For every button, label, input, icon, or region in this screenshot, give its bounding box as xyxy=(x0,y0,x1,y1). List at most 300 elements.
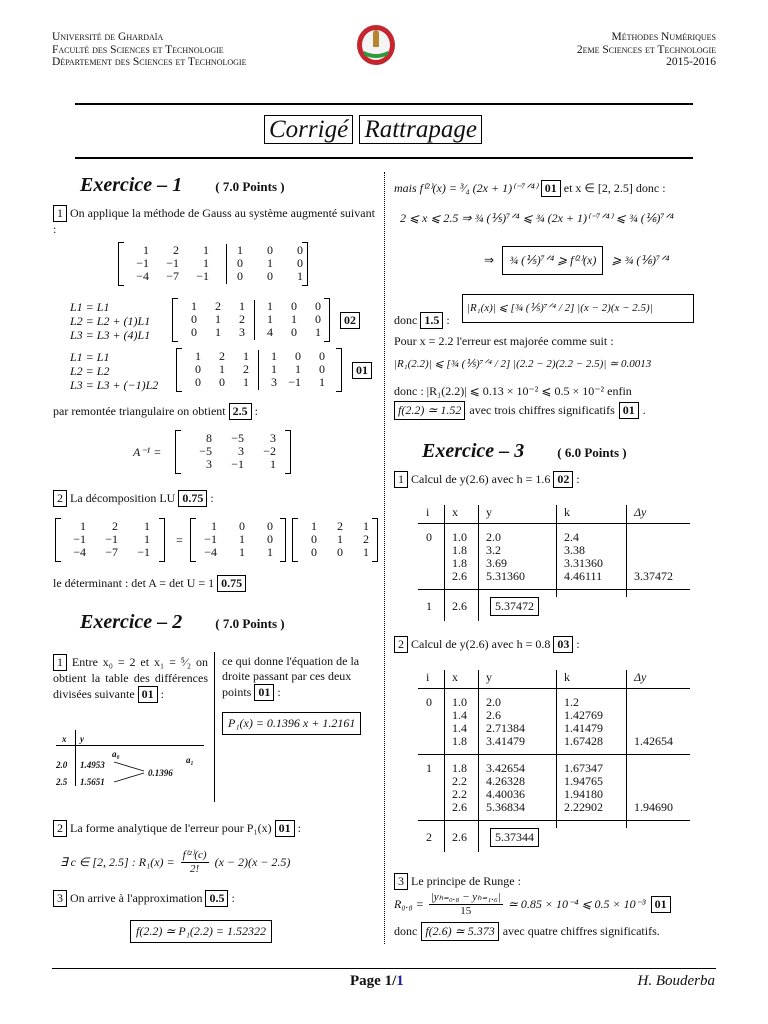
err-numerator: f⁽²⁾(c) xyxy=(182,849,207,861)
rk-vline xyxy=(626,670,627,828)
ex2-q3-text: On arrive à l'approximation xyxy=(70,891,203,905)
matrix-cell: 1 xyxy=(144,519,150,533)
rk-vline xyxy=(626,505,627,597)
matrix-augmented-values xyxy=(124,244,308,283)
rk-cell: 3.38 xyxy=(564,543,585,557)
rk-cell: 1.2 xyxy=(564,695,579,709)
mark-value: 01 xyxy=(352,362,372,379)
matrix-cell: 2 xyxy=(112,519,118,533)
rk-cell: 4.46111 xyxy=(564,569,603,583)
matrix-cell: 4 xyxy=(267,325,273,339)
mark-value: 01 xyxy=(275,820,295,837)
rk-cell: 1.8 xyxy=(452,734,467,748)
column-divider xyxy=(384,172,386,944)
divided-differences-table xyxy=(56,730,206,792)
ex2-q2-number: 2 xyxy=(53,820,67,837)
rk-cell: 0 xyxy=(426,530,432,544)
rk-rule xyxy=(418,754,690,755)
rk-header: Δy xyxy=(634,505,647,519)
runge-right: ≃ 0.85 × 10⁻⁴ ⩽ 0.5 × 10⁻³ xyxy=(507,897,646,911)
page-title xyxy=(264,116,482,144)
dd-arrows xyxy=(114,758,148,786)
matrix-step2-values xyxy=(182,350,330,389)
matrix-cell: −1 xyxy=(231,457,244,471)
rk-cell: 0 xyxy=(426,695,432,709)
rk-cell: 2.0 xyxy=(486,530,501,544)
matrix-cell: 2 xyxy=(239,312,245,326)
approx-value: f(2.2) ≃ P₁(2.2) = 1.52322 xyxy=(136,924,266,938)
inequality-1: 2 ⩽ x ⩽ 2.5 ⇒ ¾ (⅕)⁷ᐟ⁴ ⩽ ¾ (2x + 1)⁽⁻⁷ᐟ⁴⁾ ⩽ ¾ (⅙)⁷ᐟ⁴ xyxy=(400,211,674,225)
rk-cell: 2.6 xyxy=(452,569,467,583)
matrix-cell: 2 xyxy=(219,349,225,363)
ex3-q1-number: 1 xyxy=(394,471,408,488)
ex1-q2-text: La décomposition LU xyxy=(70,491,176,505)
university-logo xyxy=(356,24,396,66)
matrix-step2 xyxy=(176,348,342,392)
ex3-q3-number: 3 xyxy=(394,873,408,890)
rk-cell: 1.0 xyxy=(452,695,467,709)
donc-text: donc xyxy=(394,313,418,327)
ex1-q2: 2 La décomposition LU 0.75 : xyxy=(53,490,214,507)
matrix-cell: 1 xyxy=(311,519,317,533)
ex3-q3 xyxy=(394,873,521,890)
header-level: 2eme Sciences et Technologie xyxy=(576,43,716,56)
mark-value: 01 xyxy=(138,686,158,703)
rk-cell: 3.37472 xyxy=(634,569,673,583)
footer-rule xyxy=(52,968,716,969)
err-denominator: 2! xyxy=(190,863,200,875)
equals-sign: = xyxy=(176,533,183,547)
mark-value: 01 xyxy=(541,180,561,197)
ex2-heading xyxy=(80,611,285,634)
sig-text: avec trois chiffres significatifs xyxy=(469,403,615,417)
rk-rule xyxy=(418,589,690,590)
matrix-cell: 1 xyxy=(319,375,325,389)
dd-x1: 2.5 xyxy=(56,777,68,787)
matrix-cell: 1 xyxy=(243,349,249,363)
rk-cell: 1 xyxy=(426,599,432,613)
rk-vline xyxy=(556,670,557,828)
final-box: f(2.6) ≃ 5.373 xyxy=(421,922,498,941)
matrix-cell: 1 xyxy=(337,532,343,546)
matrix-cell: 0 xyxy=(291,299,297,313)
matrix-cell: 1 xyxy=(239,545,245,559)
matrix-cell: −1 xyxy=(204,532,217,546)
matrix-cell: 1 xyxy=(219,362,225,376)
matrix-cell: 0 xyxy=(297,243,303,257)
matrix-cell: 0 xyxy=(267,243,273,257)
matrix-cell: 0 xyxy=(237,269,243,283)
err-right: (x − 2)(x − 2.5) xyxy=(214,855,291,869)
ex3-q3-text: Le principe de Runge : xyxy=(411,874,521,888)
matrix-cell: 1 xyxy=(267,299,273,313)
matrix-cell: 1 xyxy=(203,243,209,257)
ex2-q2: 2 La forme analytique de l'erreur pour P₁(x) 01 : xyxy=(53,820,301,837)
rk-cell: 2.6 xyxy=(452,599,467,613)
rk-header: x xyxy=(452,505,458,519)
ex3-q1-text: Calcul de y(2.6) avec h = 1.6 xyxy=(411,472,551,486)
header-year: 2015-2016 xyxy=(666,56,716,68)
rk-cell: 1.8 xyxy=(452,543,467,557)
matrix-cell: 1 xyxy=(363,519,369,533)
matrix-cell: −1 xyxy=(288,375,301,389)
runge-left: R₀.₈ = xyxy=(394,897,424,911)
inequality-2: ⇒ ¾ (⅕)⁷ᐟ⁴ ⩾ f⁽²⁾(x) ⩾ ¾ (⅙)⁷ᐟ⁴ xyxy=(484,246,669,275)
ops-step1 xyxy=(70,300,150,342)
matrix-cell: 1 xyxy=(267,312,273,326)
rk-cell: 4.40036 xyxy=(486,787,525,801)
mais-text: mais f⁽²⁾(x) = ³⁄₄ (2x + 1)⁽⁻⁷ᐟ⁴⁾ xyxy=(394,181,538,195)
rk-cell: 2.2 xyxy=(452,774,467,788)
rk-cell: 2.0 xyxy=(486,695,501,709)
err-fraction xyxy=(181,849,209,876)
matrix-cell: 1 xyxy=(295,362,301,376)
matrix-cell: 0 xyxy=(267,532,273,546)
dd-y0: 1.4953 xyxy=(80,760,105,770)
title-rattrapage: Rattrapage xyxy=(359,115,482,144)
matrix-cell: −4 xyxy=(136,269,149,283)
inequality-2-box: ¾ (⅕)⁷ᐟ⁴ ⩾ f⁽²⁾(x) xyxy=(502,246,603,275)
matrix-cell: 1 xyxy=(203,256,209,270)
rk-cell: 2.71384 xyxy=(486,721,525,735)
det-text: le déterminant : det A = det U = 1 xyxy=(53,576,215,590)
op-line: L1 = L1 xyxy=(70,350,110,364)
ex1-q1 xyxy=(53,205,378,237)
rk-cell: 4.26328 xyxy=(486,774,525,788)
mark-value: 02 xyxy=(553,471,573,488)
runge-numerator: |yₕ₌₀.₈ − yₕ₌₁.₆| xyxy=(430,891,501,903)
mark-value: 01 xyxy=(254,684,274,701)
ex2-right-text: ce qui donne l'équation de la droite passant par ces deux points xyxy=(222,654,360,699)
lu-matrix-u xyxy=(292,518,378,562)
matrix-cell: 0 xyxy=(337,545,343,559)
rk-cell: 1.4 xyxy=(452,721,467,735)
matrix-cell: −5 xyxy=(231,431,244,445)
rk-cell: 1.8 xyxy=(452,761,467,775)
ex1-q2-number: 2 xyxy=(53,490,67,507)
rk-cell: 1.42654 xyxy=(634,734,673,748)
inequality-2-rest: ⩾ ¾ (⅙)⁷ᐟ⁴ xyxy=(611,253,670,267)
ex3-heading xyxy=(422,440,627,463)
final-text: avec quatre chiffres significatifs. xyxy=(502,924,660,938)
matrix-cell: −2 xyxy=(263,444,276,458)
ex2-q1-text: Entre x₀ = 2 et x₁ = ⁵⁄₂ on obtient la table des différences divisées suivante xyxy=(53,655,209,701)
matrix-cell: 3 xyxy=(239,325,245,339)
matrix-cell: −1 xyxy=(136,256,149,270)
bound-box xyxy=(462,294,694,323)
matrix-cell: 1 xyxy=(270,457,276,471)
error-at-2-2: |R₁(2.2)| ⩽ [¾ (⅕)⁷ᐟ⁴ / 2] |(2.2 − 2)(2.2 − 2.5)| ≃ 0.0013 xyxy=(394,358,652,370)
op-line: L3 = L3 + (4)L1 xyxy=(70,328,151,342)
final-line xyxy=(394,922,660,941)
pour-text: Pour x = 2.2 l'erreur est majorée comme suit : xyxy=(394,334,614,348)
rk-header: Δy xyxy=(634,670,647,684)
remontee-line: par remontée triangulaire on obtient 2.5 : xyxy=(53,404,258,418)
matrix-cell: 0 xyxy=(315,312,321,326)
dd-a1-value: 0.1396 xyxy=(148,768,173,778)
matrix-cell: 0 xyxy=(311,532,317,546)
ex2-q1-number: 1 xyxy=(53,654,67,671)
ex3-q2-text: Calcul de y(2.6) avec h = 0.8 xyxy=(411,637,551,651)
final-donc: donc xyxy=(394,924,418,938)
matrix-augmented xyxy=(118,242,308,286)
f22-line: f(2.2) ≃ 1.52 avec trois chiffres significatifs 01 . xyxy=(394,401,646,420)
matrix-cell: −1 xyxy=(105,532,118,546)
header-department: Département des Sciences et Technologie xyxy=(52,56,247,68)
ex2-q3-number: 3 xyxy=(53,890,67,907)
op-line: L3 = L3 + (−1)L2 xyxy=(70,378,159,392)
matrix-cell: −7 xyxy=(166,269,179,283)
matrix-cell: 1 xyxy=(271,362,277,376)
matrix-cell: 1 xyxy=(191,299,197,313)
matrix-inverse-values xyxy=(185,432,281,471)
matrix-cell: 1 xyxy=(195,349,201,363)
rk-cell: 1.42769 xyxy=(564,708,603,722)
runge-line xyxy=(394,891,671,918)
rk-cell: 3.69 xyxy=(486,556,507,570)
mark-value: 1.5 xyxy=(420,312,443,329)
ex2-right: ce qui donne l'équation de la droite passant par ces deux points 01 : xyxy=(222,654,360,699)
matrix-cell: −1 xyxy=(196,269,209,283)
mark-value: 0.75 xyxy=(178,490,207,507)
matrix-cell: 1 xyxy=(215,325,221,339)
matrix-cell: 1 xyxy=(215,312,221,326)
ex1-heading xyxy=(80,174,285,197)
rk-cell: 1.41479 xyxy=(564,721,603,735)
rk-header: x xyxy=(452,670,458,684)
rk-cell: 1.67428 xyxy=(564,734,603,748)
rk-cell: 3.2 xyxy=(486,543,501,557)
rk-vline xyxy=(478,505,479,621)
rk-cell: 2.6 xyxy=(452,800,467,814)
matrix-cell: 8 xyxy=(206,431,212,445)
et-text: et x ∈ [2, 2.5] donc : xyxy=(563,181,666,195)
matrix-cell: 3 xyxy=(238,444,244,458)
ex3-title: Exercice – 3 xyxy=(422,440,525,462)
mark-value: 01 xyxy=(619,402,639,419)
matrix-cell: 0 xyxy=(195,362,201,376)
p1-equation: P₁(x) = 0.1396 x + 1.2161 xyxy=(228,716,356,730)
ex2-title: Exercice – 2 xyxy=(80,611,183,633)
matrix-cell: 0 xyxy=(291,325,297,339)
det-line xyxy=(53,575,246,592)
lu-matrix-a-values xyxy=(59,520,155,559)
lu-matrix-l-values xyxy=(194,520,278,559)
matrix-cell: 0 xyxy=(267,269,273,283)
rk-header: i xyxy=(426,505,430,519)
ex1-title: Exercice – 1 xyxy=(80,174,183,196)
matrix-cell: −5 xyxy=(199,444,212,458)
ex1-q1-number: 1 xyxy=(53,205,67,222)
rk-cell: 1.67347 xyxy=(564,761,603,775)
matrix-cell: 2 xyxy=(337,519,343,533)
donc2-text: donc : |R₁(2.2)| ⩽ 0.13 × 10⁻² ⩽ 0.5 × 10⁻² enfin xyxy=(394,384,632,398)
rk-vline xyxy=(478,670,479,852)
matrix-cell: 3 xyxy=(270,431,276,445)
rk-cell: 1 xyxy=(426,761,432,775)
matrix-cell: 0 xyxy=(239,519,245,533)
mark-step1 xyxy=(340,312,360,329)
matrix-cell: 1 xyxy=(363,545,369,559)
op-line: L2 = L2 + (1)L1 xyxy=(70,314,151,328)
rk-vline xyxy=(556,505,557,597)
rk-cell: 1.8 xyxy=(452,556,467,570)
rk-rule xyxy=(418,523,690,524)
matrix-cell: 0 xyxy=(319,362,325,376)
rk-header: y xyxy=(486,505,492,519)
rk-cell: 5.31360 xyxy=(486,569,525,583)
rk-header: i xyxy=(426,670,430,684)
donc-line: donc 1.5 : xyxy=(394,313,450,327)
rk-cell: 2.4 xyxy=(564,530,579,544)
ex2-q2-text: La forme analytique de l'erreur pour P₁(x) xyxy=(70,821,272,835)
header-course: Méthodes Numériques xyxy=(611,31,716,43)
matrix-cell: 0 xyxy=(319,349,325,363)
matrix-cell: 1 xyxy=(291,312,297,326)
lu-matrix-l xyxy=(190,518,286,562)
matrix-cell: 0 xyxy=(295,349,301,363)
top-rule xyxy=(75,103,693,105)
matrix-cell: 0 xyxy=(297,256,303,270)
matrix-cell: −1 xyxy=(73,532,86,546)
matrix-cell: 1 xyxy=(297,269,303,283)
dd-header-x: x xyxy=(62,734,67,744)
rk-cell: 1.0 xyxy=(452,530,467,544)
matrix-cell: 0 xyxy=(237,256,243,270)
matrix-cell: 1 xyxy=(143,243,149,257)
title-rule xyxy=(75,157,693,159)
matrix-cell: 1 xyxy=(211,519,217,533)
page-number xyxy=(350,973,404,990)
matrix-cell: 1 xyxy=(267,256,273,270)
ex3-q2: 2 Calcul de y(2.6) avec h = 0.8 03 : xyxy=(394,636,580,653)
rk-cell: 1.94180 xyxy=(564,787,603,801)
ex1-points: ( 7.0 Points ) xyxy=(215,179,285,194)
matrix-cell: 2 xyxy=(215,299,221,313)
bound-formula: |R₁(x)| ⩽ [¾ (⅕)⁷ᐟ⁴ / 2] |(x − 2)(x − 2.5)| xyxy=(467,302,653,314)
op-line: L1 = L1 xyxy=(70,300,110,314)
matrix-cell: 3 xyxy=(271,375,277,389)
ex2-points: ( 7.0 Points ) xyxy=(215,616,285,631)
matrix-cell: 0 xyxy=(219,375,225,389)
matrix-cell: 1 xyxy=(239,532,245,546)
p1-box xyxy=(222,712,361,735)
matrix-inverse xyxy=(175,430,291,474)
rk-header: k xyxy=(564,670,570,684)
matrix-cell: 1 xyxy=(271,349,277,363)
matrix-cell: 1 xyxy=(267,545,273,559)
rk-cell: 2 xyxy=(426,830,432,844)
ex1-q1-text: On applique la méthode de Gauss au système augmenté suivant : xyxy=(53,206,375,236)
lu-matrix-a xyxy=(55,518,165,562)
ex2-q3: 3 On arrive à l'approximation 0.5 : xyxy=(53,890,235,907)
runge-denominator: 15 xyxy=(460,905,472,917)
rk-header: k xyxy=(564,505,570,519)
error-formula xyxy=(60,849,290,876)
rk-cell: 1.4 xyxy=(452,708,467,722)
matrix-cell: 0 xyxy=(191,312,197,326)
dd-y1: 1.5651 xyxy=(80,777,105,787)
ex3-points: ( 6.0 Points ) xyxy=(557,445,627,460)
matrix-cell: 2 xyxy=(363,532,369,546)
header-left xyxy=(52,31,246,69)
matrix-cell: 2 xyxy=(243,362,249,376)
rk-final-value: 5.37472 xyxy=(490,597,539,616)
matrix-cell: −1 xyxy=(166,256,179,270)
rk-rule xyxy=(418,820,690,821)
remontee-text: par remontée triangulaire on obtient xyxy=(53,404,226,418)
dd-header-y: y xyxy=(80,734,84,744)
rk-cell: 2.22902 xyxy=(564,800,603,814)
mark-value: 01 xyxy=(651,896,671,913)
matrix-cell: 0 xyxy=(311,545,317,559)
matrix-cell: 2 xyxy=(173,243,179,257)
dd-header-a0: a₀ xyxy=(112,749,120,759)
page-total-link[interactable]: 1 xyxy=(396,973,404,989)
rk-rule xyxy=(418,688,690,689)
ex3-q2-number: 2 xyxy=(394,636,408,653)
rk-cell: 5.36834 xyxy=(486,800,525,814)
ops-step2 xyxy=(70,350,158,392)
rk-cell: 2.2 xyxy=(452,787,467,801)
mark-value: 0.75 xyxy=(217,575,246,592)
rk-vline xyxy=(444,670,445,852)
matrix-cell: −1 xyxy=(137,545,150,559)
header-faculty: Faculté des Sciences et Technologie xyxy=(52,43,224,56)
mark-value: 02 xyxy=(340,312,360,329)
rk-final-value: 5.37344 xyxy=(490,828,539,847)
rk-cell: 1.94765 xyxy=(564,774,603,788)
matrix-cell: 0 xyxy=(191,325,197,339)
matrix-cell: 0 xyxy=(267,519,273,533)
rk-cell: 3.31360 xyxy=(564,556,603,570)
header-university: Université de Ghardaïa xyxy=(52,31,164,43)
dd-x0: 2.0 xyxy=(56,760,68,770)
rk-cell: 2.6 xyxy=(452,830,467,844)
matrix-cell: −4 xyxy=(204,545,217,559)
matrix-cell: 1 xyxy=(144,532,150,546)
matrix-cell: −4 xyxy=(73,545,86,559)
mark-step2 xyxy=(352,362,372,379)
matrix-cell: 0 xyxy=(315,299,321,313)
matrix-cell: 1 xyxy=(237,243,243,257)
ex2-q1: 1 Entre x₀ = 2 et x₁ = ⁵⁄₂ on obtient la table des différences divisées suivante 01 : xyxy=(53,655,209,701)
mark-value: 0.5 xyxy=(205,890,228,907)
mark-value: 2.5 xyxy=(229,403,252,420)
rk-cell: 3.41479 xyxy=(486,734,525,748)
lu-matrix-u-values xyxy=(296,520,374,559)
page-prefix: Page 1/ xyxy=(350,973,397,989)
approx-box xyxy=(130,920,272,943)
rk-cell: 1.94690 xyxy=(634,800,673,814)
matrix-cell: −7 xyxy=(105,545,118,559)
matrix-cell: 1 xyxy=(243,375,249,389)
ex2-divider xyxy=(214,652,215,802)
matrix-cell: 1 xyxy=(239,299,245,313)
rk-cell: 2.6 xyxy=(486,708,501,722)
rk-cell: 3.42654 xyxy=(486,761,525,775)
ex3-q1: 1 Calcul de y(2.6) avec h = 1.6 02 : xyxy=(394,471,580,488)
err-left: ∃ c ∈ [2, 2.5] : R₁(x) = xyxy=(60,855,175,869)
matrix-cell: 3 xyxy=(206,457,212,471)
author: H. Bouderba xyxy=(637,973,715,989)
matrix-step1 xyxy=(172,298,330,342)
header-right xyxy=(577,31,716,69)
ainv-label: A⁻¹ = xyxy=(133,445,162,459)
matrix-step1-values xyxy=(178,300,326,339)
title-corrige: Corrigé xyxy=(264,115,353,144)
mark-value: 03 xyxy=(553,636,573,653)
